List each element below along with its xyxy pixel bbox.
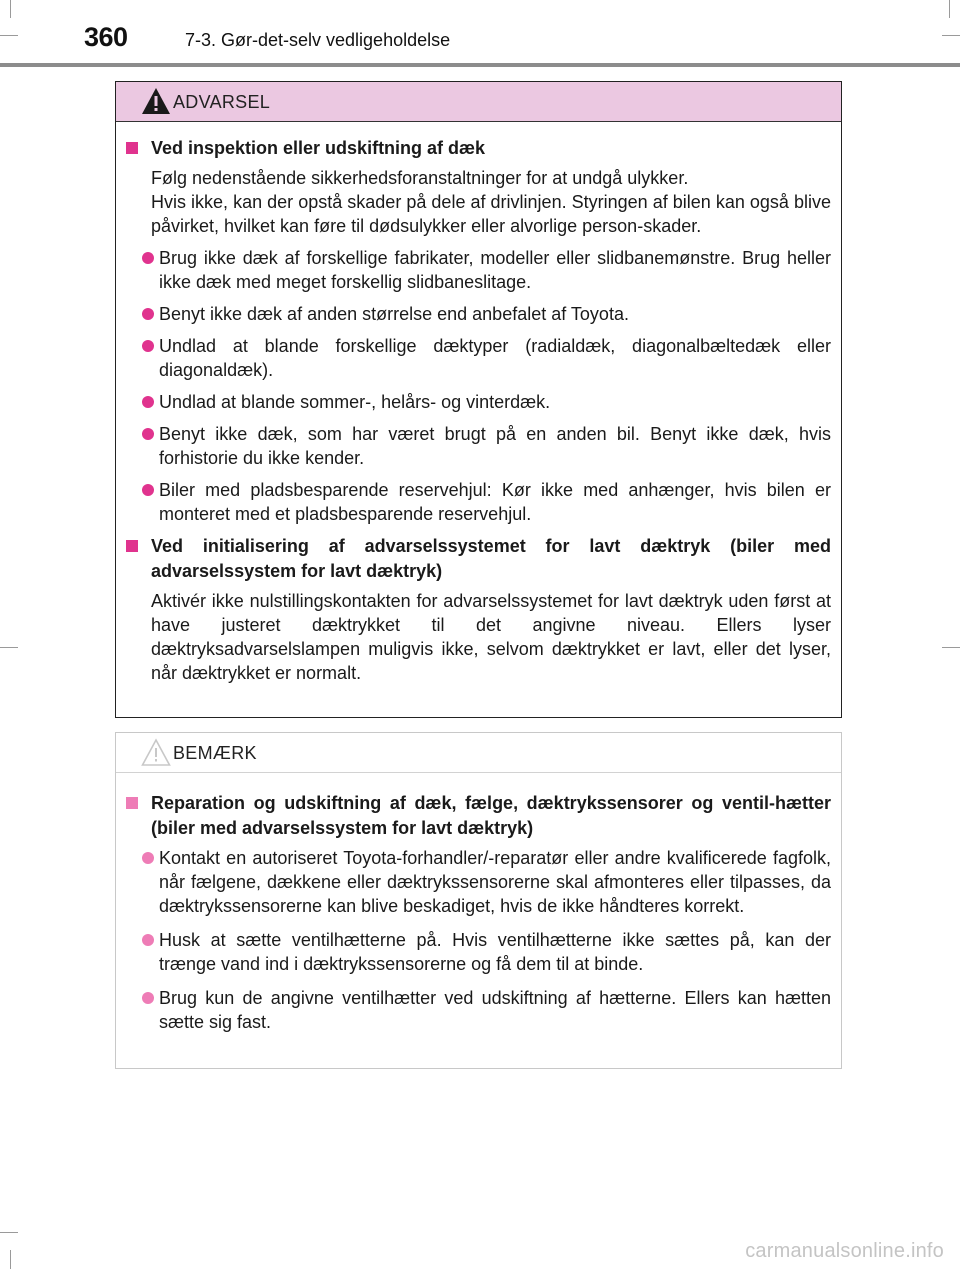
list-item: [126, 928, 831, 976]
warning-header: [116, 82, 841, 122]
warning-triangle-icon: [140, 86, 172, 116]
list-item: [126, 846, 831, 918]
list-item: [126, 478, 831, 526]
warning-box: [115, 81, 842, 718]
list-item-text: Brug kun de angivne ventilhætter ved udskiftning af hætterne. Ellers kan hætten sætte sig fast.: [159, 988, 831, 1032]
list-item: [126, 246, 831, 294]
list-item: [126, 334, 831, 382]
round-bullet-icon: [142, 852, 154, 864]
note-title: BEMÆRK: [173, 743, 257, 763]
round-bullet-icon: [142, 252, 154, 264]
note-box: [115, 732, 842, 1069]
page-header: [0, 0, 960, 66]
page-number: 360: [84, 22, 128, 52]
crop-mark: [0, 647, 18, 648]
square-bullet-icon: [126, 797, 138, 809]
warning-paragraph: [126, 166, 831, 238]
square-bullet-icon: [126, 142, 138, 154]
crop-mark: [942, 647, 960, 648]
round-bullet-icon: [142, 308, 154, 320]
paragraph-line: Hvis ikke, kan der opstå skader på dele af drivlinjen. Styringen af bilen kan også blive påvirket, hvilket kan føre til dødsulykker eller alvorlige person-skader.: [151, 192, 831, 236]
round-bullet-icon: [142, 934, 154, 946]
note-heading: [126, 791, 831, 841]
list-item: [126, 302, 831, 326]
section-title: 7-3. Gør-det-selv vedligeholdelse: [185, 30, 451, 50]
crop-mark: [10, 1250, 11, 1269]
watermark-text: carmanualsonline.info: [745, 1240, 944, 1262]
note-header: [116, 733, 841, 773]
round-bullet-icon: [142, 340, 154, 352]
round-bullet-icon: [142, 428, 154, 440]
list-item: [126, 422, 831, 470]
heading-text: Ved inspektion eller udskiftning af dæk: [151, 138, 486, 158]
note-body: [116, 773, 841, 1034]
round-bullet-icon: [142, 992, 154, 1004]
warning-heading: [126, 136, 831, 161]
list-item-text: Undlad at blande forskellige dæktyper (radialdæk, diagonalbæltedæk eller diagonaldæk).: [159, 336, 831, 380]
heading-text: Reparation og udskiftning af dæk, fælge, dæktrykssensorer og ventil-hætter (biler med advarselssystem for lavt dæktryk): [151, 793, 831, 838]
warning-paragraph: Aktivér ikke nulstillingskontakten for advarselssystemet for lavt dæktryk uden først at have justeret dæktrykket til det angivne niveau. Ellers lyser dæktryksadvarselslampen muligvis ikke, selvom dæktrykket er lavt, eller det lyser, når dæktrykket er normalt.: [151, 591, 831, 683]
list-item-text: Biler med pladsbesparende reservehjul: Kør ikke med anhænger, hvis bilen er monteret med et pladsbesparende reservehjul.: [159, 480, 831, 524]
caution-triangle-icon: [140, 737, 172, 767]
list-item: [126, 390, 831, 414]
header-divider: [0, 63, 960, 67]
warning-heading: [126, 534, 831, 584]
paragraph-line: Følg nedenstående sikkerhedsforanstaltninger for at undgå ulykker.: [151, 168, 689, 188]
list-item-text: Benyt ikke dæk, som har været brugt på en anden bil. Benyt ikke dæk, hvis forhistorie du ikke kender.: [159, 424, 831, 468]
heading-text: Ved initialisering af advarselssystemet for lavt dæktryk (biler med advarselssystem for lavt dæktryk): [151, 536, 831, 581]
square-bullet-icon: [126, 540, 138, 552]
list-item: [126, 986, 831, 1034]
warning-title: ADVARSEL: [173, 92, 271, 112]
list-item-text: Undlad at blande sommer-, helårs- og vinterdæk.: [159, 392, 551, 412]
list-item-text: Brug ikke dæk af forskellige fabrikater, modeller eller slidbanemønstre. Brug heller ikke dæk med meget forskellig slidbaneslitage.: [159, 248, 831, 292]
list-item-text: Kontakt en autoriseret Toyota-forhandler/-reparatør eller andre kvalificerede fagfolk, når fælgene, dækkene eller dæktrykssensorerne skal afmonteres eller tilpasses, da dæktrykssensorerne kan blive beskadiget, hvis de ikke håndteres korrekt.: [159, 848, 831, 916]
warning-body: [116, 122, 841, 685]
round-bullet-icon: [142, 484, 154, 496]
crop-mark: [0, 1232, 18, 1233]
round-bullet-icon: [142, 396, 154, 408]
list-item-text: Husk at sætte ventilhætterne på. Hvis ventilhætterne ikke sættes på, kan der trænge vand ind i dæktrykssensorerne og få dem til at binde.: [159, 930, 831, 974]
list-item-text: Benyt ikke dæk af anden størrelse end anbefalet af Toyota.: [159, 304, 629, 324]
